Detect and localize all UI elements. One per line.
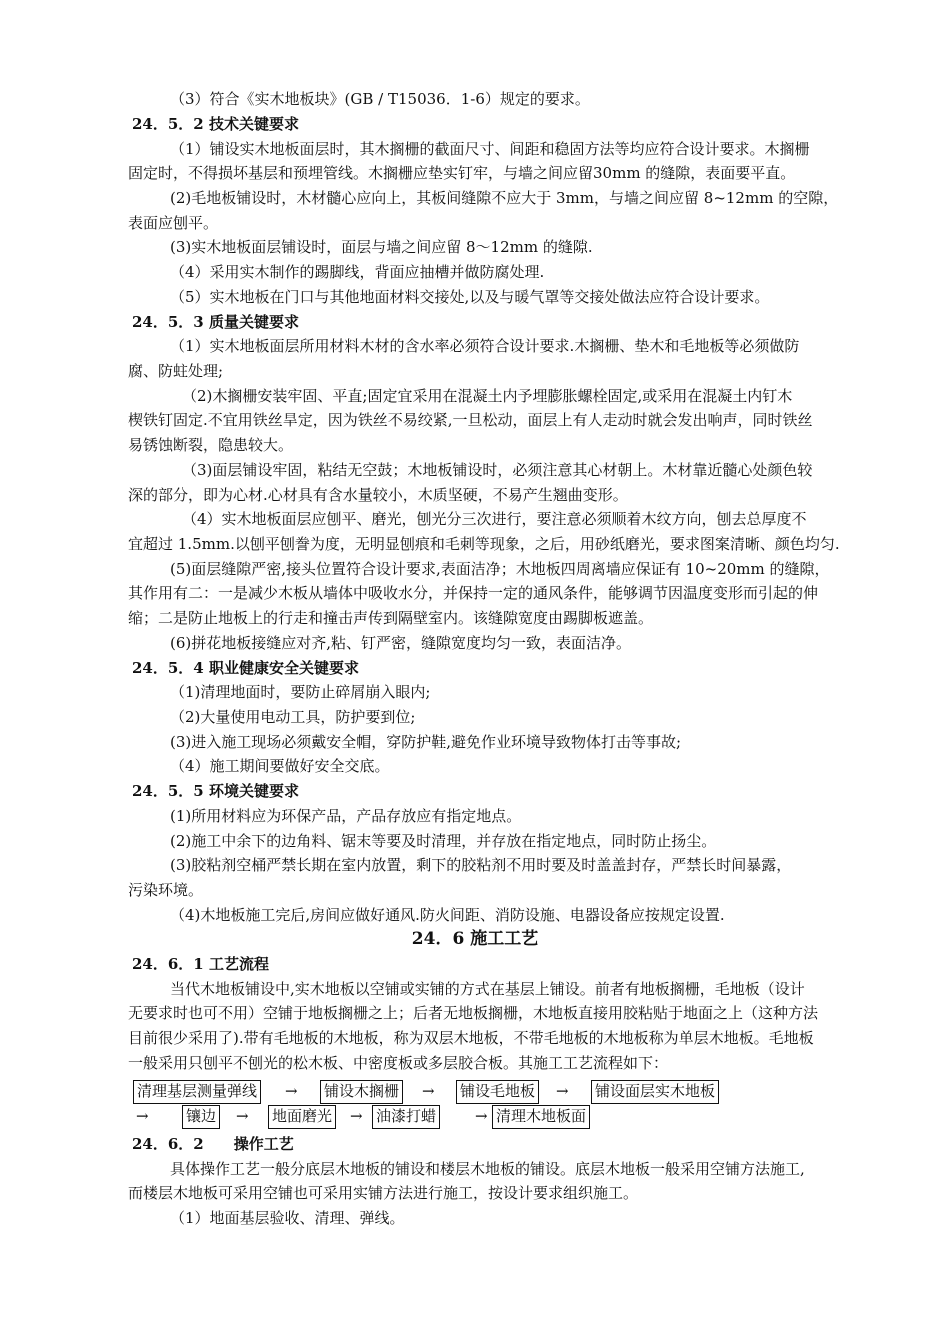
paragraph-line: （3)面层铺设牢固，粘结无空鼓；木地板铺设时，必须注意其心材朝上。木材靠近髓心处颜色较 — [182, 461, 813, 479]
paragraph-line: 具体操作工艺一般分底层木地板的铺设和楼层木地板的铺设。底层木地板一般采用空铺方法施工, — [170, 1160, 805, 1178]
paragraph-line: 一般采用只刨平不刨光的松木板、中密度板或多层胶合板。其施工工艺流程如下： — [128, 1054, 669, 1072]
paragraph-line: 污染环境。 — [128, 881, 204, 899]
paragraph-line: 当代木地板铺设中,实木地板以空铺或实铺的方式在基层上铺设。前者有地板搁栅，毛地板（设计 — [170, 980, 805, 998]
paragraph-line: 而楼层木地板可采用空铺也可采用实铺方法进行施工，按设计要求组织施工。 — [128, 1184, 639, 1202]
flow-step: 铺设面层实木地板 — [591, 1080, 719, 1104]
paragraph-line: 目前很少采用了).带有毛地板的木地板，称为双层木地板，不带毛地板的木地板称为单层木地板。毛地板 — [128, 1029, 814, 1047]
flow-step: 铺设木搁栅 — [320, 1080, 403, 1104]
flow-step: 镶边 — [182, 1105, 220, 1129]
flow-step: 地面磨光 — [268, 1105, 336, 1129]
paragraph-line: 无要求时也可不用）空铺于地板搁栅之上；后者无地板搁栅，木地板直接用胶粘贴于地面之上（这种方法 — [128, 1004, 819, 1022]
paragraph-line: (5)面层缝隙严密,接头位置符合设计要求,表面洁净；木地板四周离墙应保证有 10~20mm 的缝隙， — [170, 560, 830, 578]
arrow-right-icon: → — [422, 1082, 435, 1100]
paragraph-line: (2)施工中余下的边角料、锯末等要及时清理，并存放在指定地点，同时防止扬尘。 — [170, 832, 717, 850]
paragraph-line: (2)毛地板铺设时，木材髓心应向上，其板间缝隙不应大于 3mm，与墙之间应留 8~12mm 的空隙， — [170, 189, 839, 207]
paragraph-line: 深的部分，即为心材.心材具有含水量较小，木质坚硬，不易产生翘曲变形。 — [128, 486, 628, 504]
paragraph-line: （4）施工期间要做好安全交底。 — [170, 757, 390, 775]
arrow-right-icon: → — [556, 1082, 569, 1100]
paragraph-line: （5）实木地板在门口与其他地面材料交接处,以及与暖气罩等交接处做法应符合设计要求。 — [170, 288, 770, 306]
paragraph-line: （1）实木地板面层所用材料木材的含水率必须符合设计要求.木搁栅、垫木和毛地板等必须做防 — [170, 337, 800, 355]
paragraph-line: （4）采用实木制作的踢脚线，背面应抽槽并做防腐处理. — [170, 263, 545, 281]
paragraph-line: （4）实木地板面层应刨平、磨光，刨光分三次进行，要注意必须顺着木纹方向，刨去总厚度不 — [182, 510, 807, 528]
paragraph-line: (3)进入施工现场必须戴安全帽，穿防护鞋,避免作业环境导致物体打击等事故; — [170, 733, 682, 751]
paragraph-line: (1)所用材料应为环保产品，产品存放应有指定地点。 — [170, 807, 522, 825]
paragraph-line: 宜超过 1.5mm.以刨平刨誊为度，无明显刨痕和毛刺等现象，之后，用砂纸磨光，要求图案清晰、颜色均匀. — [128, 535, 840, 553]
flow-step: 清理木地板面 — [492, 1105, 590, 1129]
paragraph-line: (3)胶粘剂空桶严禁长期在室内放置，剩下的胶粘剂不用时要及时盖盖封存，严禁长时间暴露， — [170, 856, 792, 874]
paragraph-line: （4)木地板施工完后,房间应做好通风.防火间距、消防设施、电器设备应按规定设置. — [170, 906, 725, 924]
flow-step: 清理基层测量弹线 — [133, 1080, 261, 1104]
section-heading: 24．5．4 职业健康安全关键要求 — [132, 659, 359, 677]
section-heading: 24．5．2 技术关键要求 — [132, 115, 299, 133]
chapter-heading: 24．6 施工工艺 — [411, 929, 539, 949]
section-heading: 24．5．3 质量关键要求 — [132, 313, 299, 331]
section-heading: 24．6．2 操作工艺 — [132, 1135, 294, 1153]
flow-step: 铺设毛地板 — [456, 1080, 539, 1104]
arrow-right-icon: → — [285, 1082, 298, 1100]
paragraph-line: （2)木搁栅安装牢固、平直;固定宜采用在混凝土内予埋膨胀螺栓固定,或采用在混凝土内钉木 — [182, 387, 793, 405]
section-heading: 24．6．1 工艺流程 — [132, 955, 269, 973]
paragraph-line: 易锈蚀断裂，隐患较大。 — [128, 436, 294, 454]
paragraph-line: (6)拼花地板接缝应对齐,粘、钉严密，缝隙宽度均匀一致，表面洁净。 — [170, 634, 632, 652]
paragraph-line: 腐、防蛀处理; — [128, 362, 224, 380]
arrow-right-icon: → — [136, 1107, 149, 1125]
arrow-right-icon: → — [236, 1107, 249, 1125]
paragraph-line: （1）铺设实木地板面层时，其木搁栅的截面尺寸、间距和稳固方法等均应符合设计要求。木搁栅 — [170, 140, 810, 158]
section-heading: 24．5．5 环境关键要求 — [132, 782, 299, 800]
paragraph-line: （3）符合《实木地板块》(GB / T15036．1-6）规定的要求。 — [170, 90, 590, 108]
paragraph-line: 固定时，不得损坏基层和预埋管线。木搁栅应垫实钉牢，与墙之间应留30mm 的缝隙，表面要平直。 — [128, 164, 796, 182]
paragraph-line: (3)实木地板面层铺设时，面层与墙之间应留 8～12mm 的缝隙. — [170, 238, 593, 256]
paragraph-line: 楔铁钉固定.不宜用铁丝旱定，因为铁丝不易绞紧,一旦松动，面层上有人走动时就会发出响声，同时铁丝 — [128, 411, 813, 429]
paragraph-line: 缩；二是防止地板上的行走和撞击声传到隔壁室内。该缝隙宽度由踢脚板遮盖。 — [128, 609, 654, 627]
paragraph-line: （2)大量使用电动工具，防护要到位; — [170, 708, 416, 726]
paragraph-line: 表面应刨平。 — [128, 214, 219, 232]
arrow-right-icon: → — [350, 1107, 363, 1125]
flow-step: 油漆打蜡 — [372, 1105, 440, 1129]
paragraph-line: 其作用有二：一是减少木板从墙体中吸收水分，并保持一定的通风条件，能够调节因温度变形而引起的伸 — [128, 584, 819, 602]
paragraph-line: （1）地面基层验收、清理、弹线。 — [170, 1209, 405, 1227]
arrow-right-icon: → — [475, 1107, 488, 1125]
paragraph-line: （1)清理地面时，要防止碎屑崩入眼内; — [170, 683, 431, 701]
